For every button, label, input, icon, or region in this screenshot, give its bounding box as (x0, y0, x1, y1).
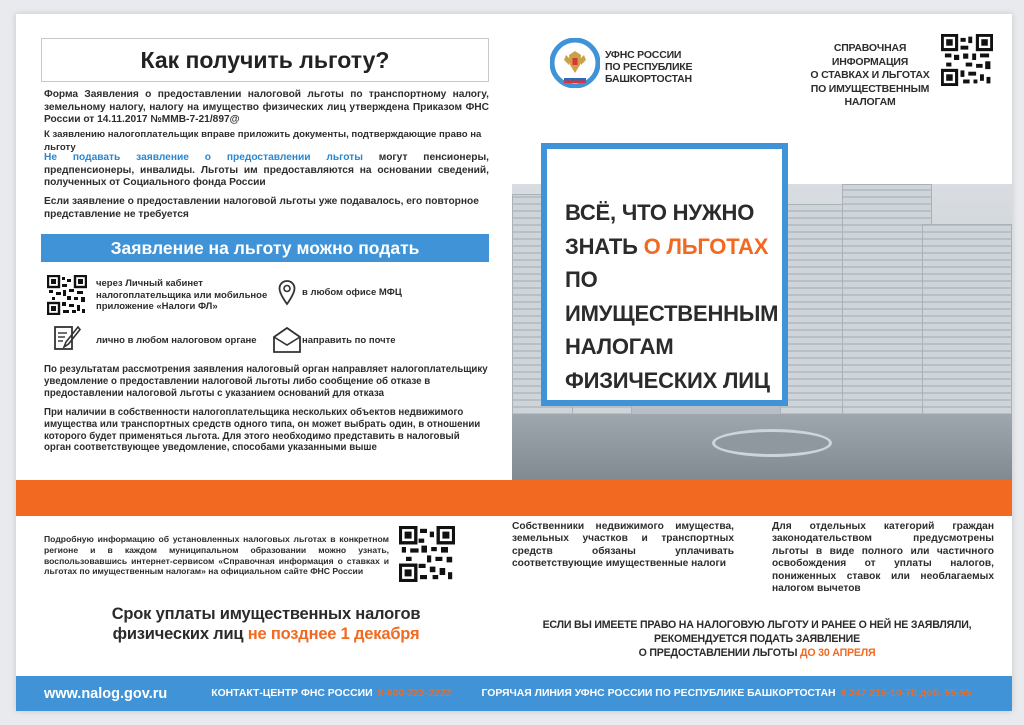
advice-block (512, 618, 1002, 660)
deadline-line-2 (46, 624, 486, 644)
apply-banner: Заявление на льготу можно подать (41, 234, 489, 262)
hero-line-4: НАЛОГАМ (565, 334, 674, 359)
multiple-objects-paragraph: При наличии в собственности налогоплательщика нескольких объектов недвижимого имущества или транспортных средств одного типа, он может выбрать один, в отношении которого будет применяться льгота. Для этого необходимо представить в налоговый орган соответствующее уведомление, способами указанными выше (44, 407, 481, 454)
org-name (605, 49, 692, 85)
footer-bar (16, 676, 1012, 711)
svg-text:ФЕДЕРАЛЬНАЯ НАЛОГОВАЯ: ФЕДЕРАЛЬНАЯ НАЛО (554, 41, 597, 64)
deadline-block (46, 604, 486, 644)
location-pin-icon (278, 280, 296, 306)
no-application-lead: Не подавать заявление о предоставлении льготы (44, 152, 363, 163)
hero-line-2-accent: О ЛЬГОТАХ (643, 233, 769, 259)
deadline-line-2-start: физических лиц (112, 625, 248, 643)
hero-title (565, 196, 795, 397)
hero-line-3: ПО ИМУЩЕСТВЕННЫМ (565, 267, 779, 326)
section-title: Как получить льготу? (41, 38, 489, 82)
qr-code-icon (941, 34, 993, 86)
ref-line-2: О СТАВКАХ И ЛЬГОТАХ (810, 69, 930, 81)
contact-center-phone[interactable]: 8-800-222-2222 (377, 688, 452, 699)
hero-line-1: ВСЁ, ЧТО НУЖНО (565, 200, 755, 225)
ref-line-1: СПРАВОЧНАЯ ИНФОРМАЦИЯ (831, 42, 909, 68)
no-application-paragraph (44, 152, 489, 190)
deadline-date: не позднее 1 декабря (247, 625, 420, 643)
hero-line-2-start: ЗНАТЬ (565, 233, 644, 259)
site-link[interactable]: www.nalog.gov.ru (44, 685, 168, 702)
hotline-phone[interactable]: 8 347 215-10-70 доб. 55-55 (840, 688, 972, 699)
qr-code-icon (399, 526, 455, 582)
qr-code-icon (47, 275, 87, 315)
way-personal-label: лично в любом налоговом органе (96, 335, 257, 346)
ref-line-3: ПО ИМУЩЕСТВЕННЫМ НАЛОГАМ (810, 82, 930, 108)
hero-line-5: ФИЗИЧЕСКИХ ЛИЦ (565, 367, 770, 393)
owners-paragraph: Собственники недвижимого имущества, земельных участков и транспортных средств обязаны уплачивать соответствующие имущественные налоги (512, 521, 734, 570)
hero-line-2 (565, 230, 795, 264)
info-paragraph: Подробную информацию об установленных налоговых льготах в конкретном регионе и в каждом муниципальном образовании можно узнать, воспользовавшись интернет-сервисом «Справочная информация о ставках и льготах по имущественным налогам» на официальном сайте ФНС России (44, 534, 389, 577)
org-line-3: БАШКОРТОСТАН (605, 73, 692, 85)
way-online-label: через Личный кабинет налогоплательщика или мобильное приложение «Налоги ФЛ» (96, 278, 268, 312)
deadline-line-1: Срок уплаты имущественных налогов (111, 605, 421, 623)
advice-deadline: ДО 30 АПРЕЛЯ (800, 647, 876, 659)
advice-line-3 (512, 646, 1002, 660)
document-pen-icon (52, 323, 82, 353)
advice-line-2: РЕКОМЕНДУЕТСЯ ПОДАТЬ ЗАЯВЛЕНИЕ (654, 633, 860, 645)
reference-info (805, 42, 935, 110)
way-mfc-label: в любом офисе МФЦ (302, 287, 402, 298)
fns-emblem-icon (550, 38, 600, 88)
org-line-2: ПО РЕСПУБЛИКЕ (605, 61, 693, 73)
leaflet-page (16, 14, 1012, 711)
form-paragraph: Форма Заявления о предоставлении налоговой льготы по транспортному налогу, земельному налогу, налогу на имущество физических лиц утверждена Приказом ФНС России от 14.11.2017 №ММВ-7-21/897@ (44, 89, 489, 125)
no-application-rest: могут пенсионеры, предпенсионеры, инвалиды. Льготы им предоставляются на основании сведений, полученных от Социального фонда России (44, 152, 489, 188)
org-line-1: УФНС РОССИИ (605, 49, 682, 61)
hotline-label: ГОРЯЧАЯ ЛИНИЯ УФНС РОССИИ ПО РЕСПУБЛИКЕ БАШКОРТОСТАН (481, 688, 836, 699)
categories-paragraph: Для отдельных категорий граждан законодательством предусмотрены льготы в виде полного или частичного освобождения от уплаты налогов, пониженных ставок или необлагаемых налогом вычетов (772, 521, 994, 595)
advice-line-3-start: О ПРЕДОСТАВЛЕНИИ ЛЬГОТЫ (638, 647, 801, 659)
orange-band (16, 480, 1012, 516)
repeat-paragraph: Если заявление о предоставлении налоговой льготы уже подавалось, его повторное представление не требуется (44, 196, 479, 220)
contact-center-label: КОНТАКТ-ЦЕНТР ФНС РОССИИ (211, 688, 373, 699)
way-mail-label: направить по почте (302, 335, 396, 346)
result-paragraph: По результатам рассмотрения заявления налоговый орган направляет налогоплательщику уведомление о предоставлении налоговой льготы либо сообщение об отказе в предоставлении налоговой льготы с указанием оснований для отказа (44, 364, 488, 399)
documents-paragraph: К заявлению налогоплательщик вправе приложить документы, подтверждающие право на льготу (44, 129, 482, 153)
advice-line-1: ЕСЛИ ВЫ ИМЕЕТЕ ПРАВО НА НАЛОГОВУЮ ЛЬГОТУ И РАНЕЕ О НЕЙ НЕ ЗАЯВЛЯЛИ, (542, 619, 972, 631)
envelope-icon (272, 326, 302, 354)
